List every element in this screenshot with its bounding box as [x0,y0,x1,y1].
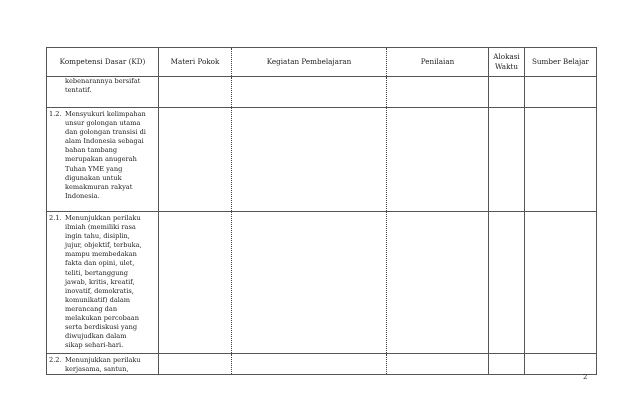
kd-text-line: Menunjukkan perilaku [65,356,141,364]
header-sumber-belajar: Sumber Belajar [525,48,597,77]
kd-text-line: kebenarannya bersifat [65,77,141,85]
alokasi-cell [489,108,525,212]
kd-text-line: jujur, objektif, terbuka, [65,241,142,250]
materi-cell [159,354,232,375]
alokasi-cell [489,212,525,354]
kd-text-line: unsur golongan utama [65,119,141,128]
kd-text-line: diwujudkan dalam [65,332,127,341]
penilaian-cell [387,212,489,354]
kd-text-line: fakta dan opini, ulet, [65,259,135,268]
kd-number: 1.2. [49,110,62,118]
header-alokasi-waktu [489,48,525,77]
kd-cell [47,108,159,212]
header-penilaian: Penilaian [387,48,489,77]
kd-text-line: Indonesia. [65,191,100,200]
kd-cell [47,354,159,375]
header-kompetensi-dasar: Kompetensi Dasar (KD) [47,48,159,77]
sumber-cell [525,108,597,212]
kegiatan-cell [232,354,387,375]
sumber-cell [525,354,597,375]
kd-text-line: alam Indonesia sebagai [65,137,144,146]
kd-number: 2.2. [49,356,62,364]
kd-text-line: tentatif. [65,86,92,95]
kd-text-line: Mensyukuri kelimpahan [65,110,146,118]
table-row [47,212,597,354]
header-alokasi-line1: Alokasi [493,51,520,61]
sumber-cell [525,77,597,108]
header-alokasi-line2: Waktu [495,62,518,71]
kd-text-line: kerjasama, santun, [65,365,129,374]
kd-text-line: bahan tambang [65,146,118,155]
kd-text-line: digunakan untuk [65,173,122,182]
materi-cell [159,77,232,108]
kd-text-line: jawab, kritis, kreatif, [65,277,135,286]
kd-number: 2.1. [49,214,62,222]
header-materi-pokok: Materi Pokok [159,48,232,77]
kd-text-line: merancang dan [65,304,118,313]
penilaian-cell [387,108,489,212]
materi-cell [159,212,232,354]
kd-text-line: inovatif, demokratis, [65,286,134,295]
kd-text-line: kemakmuran rakyat [65,182,133,191]
table-row [47,354,597,375]
penilaian-cell [387,354,489,375]
kegiatan-cell [232,77,387,108]
materi-cell [159,108,232,212]
sumber-cell [525,212,597,354]
header-kegiatan-pembelajaran: Kegiatan Pembelajaran [232,48,387,77]
kd-text-line: Menunjukkan perilaku [65,214,141,222]
kd-text-line: merupakan anugerah [65,155,137,164]
kd-cell [47,212,159,354]
syllabus-table [46,47,597,375]
page-number: 2 [583,373,588,381]
kd-text-line: ilmiah (memiliki rasa [65,223,136,232]
alokasi-cell [489,77,525,108]
kd-text-line: melakukan percobaan [65,314,139,323]
kd-text-line: teliti, bertanggung [65,268,128,277]
kd-text-line: komunikatif) dalam [65,295,131,304]
alokasi-cell [489,354,525,375]
kd-text-line: dan golongan transisi di [65,128,146,137]
kd-text-line: Tuhan YME yang [65,164,123,173]
kd-text-line: mampu membedakan [65,250,137,259]
table-header-row [47,48,597,77]
kd-text-line: ingin tahu, disiplin, [65,232,130,241]
kegiatan-cell [232,212,387,354]
table-row [47,77,597,108]
kd-cell [47,77,159,108]
table-row [47,108,597,212]
kd-text-line: sikap sehari-hari. [65,341,124,350]
penilaian-cell [387,77,489,108]
kegiatan-cell [232,108,387,212]
kd-text-line: serta berdiskusi yang [65,323,138,332]
